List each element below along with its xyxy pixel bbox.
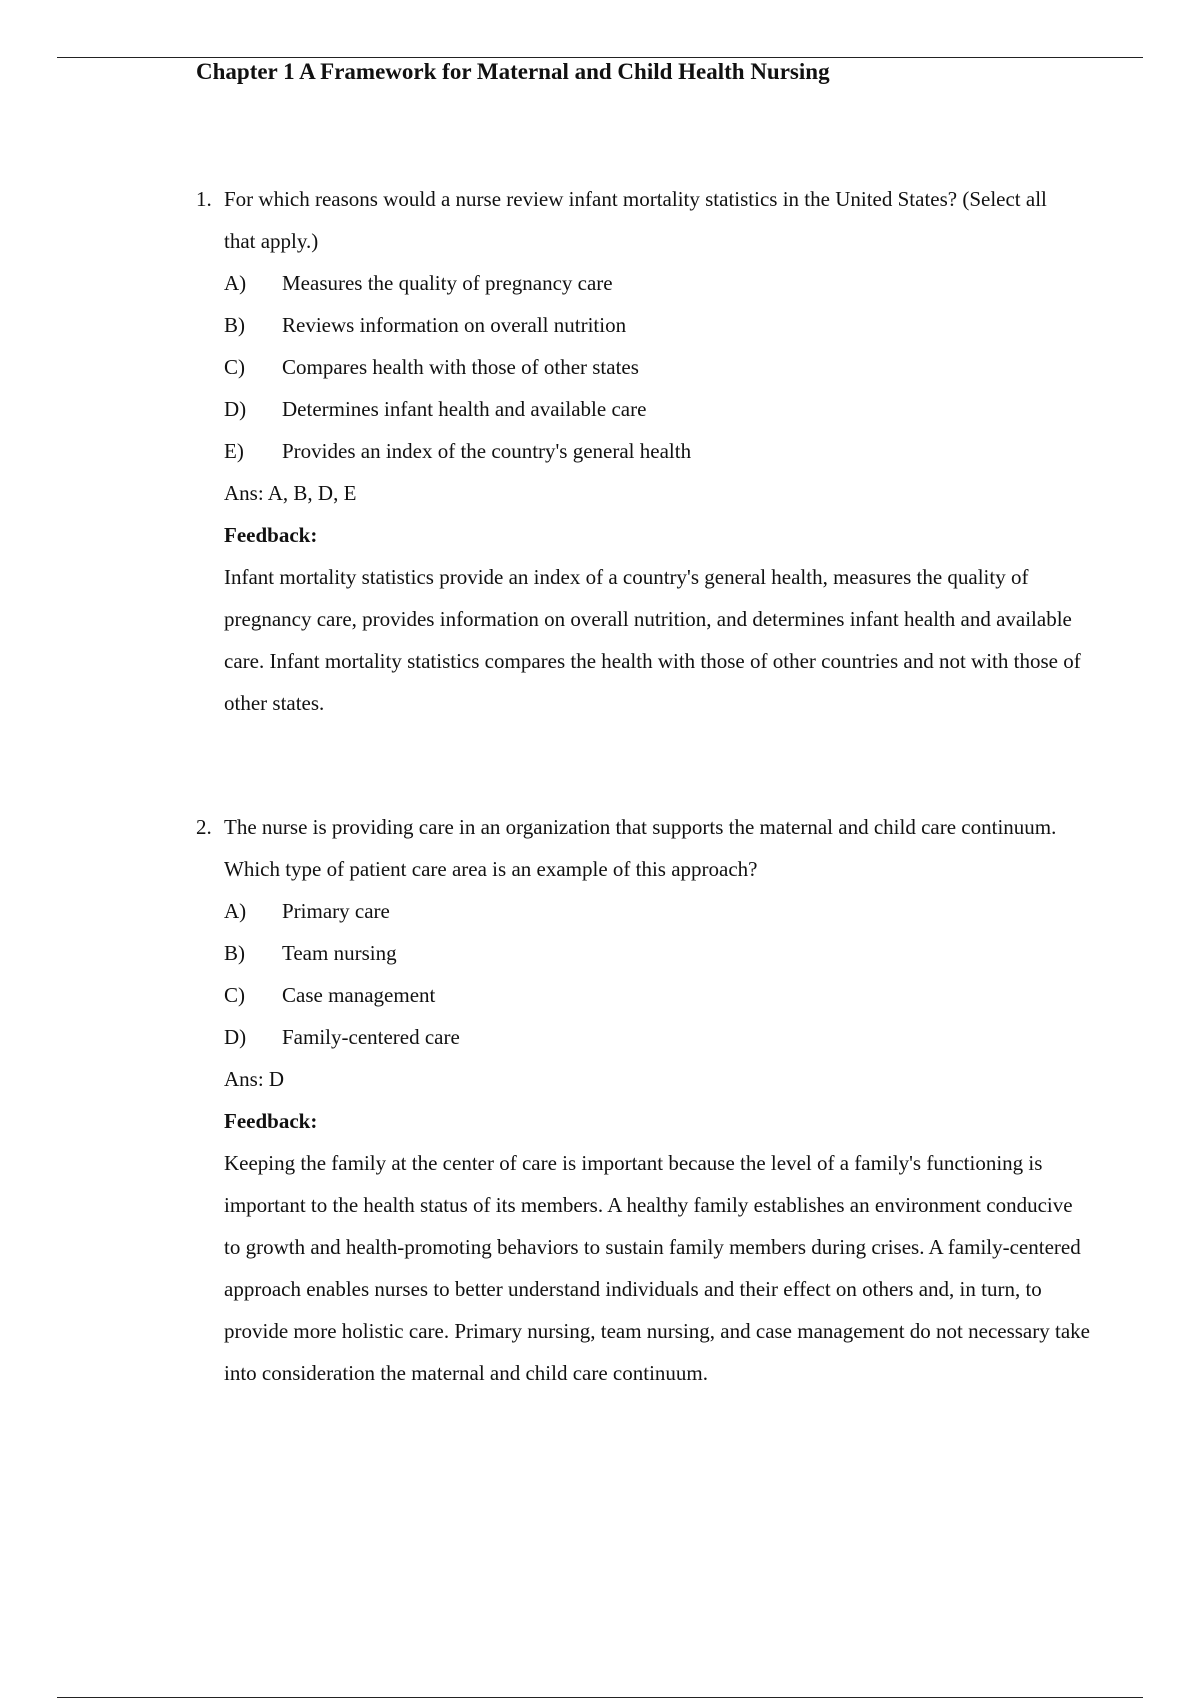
question-1 [196, 178, 1096, 724]
chapter-title: Chapter 1 A Framework for Maternal and Child Health Nursing [196, 59, 830, 84]
footer-rule [57, 1697, 1143, 1698]
option-letter: C) [224, 355, 245, 379]
question-number: 1. [196, 187, 212, 211]
answer-key: Ans: A, B, D, E [224, 481, 357, 505]
option-letter: E) [224, 439, 244, 463]
option-letter: B) [224, 313, 245, 337]
option-text: Provides an index of the country's general health [282, 439, 692, 463]
answer-key: Ans: D [224, 1067, 285, 1091]
answer-option [224, 346, 1096, 388]
option-text: Reviews information on overall nutrition [282, 313, 627, 337]
option-letter: B) [224, 941, 245, 965]
answer-option [224, 388, 1096, 430]
feedback-text: Keeping the family at the center of care is important because the level of a family's functioning is important to the health status of its members. A healthy family establishes an environment conducive to growth and health-promoting behaviors to sustain family members during crises. A family-centered approach enables nurses to better understand individuals and their effect on others and, in turn, to provide more holistic care. Primary nursing, team nursing, and case management do not necessary take into consideration the maternal and child care continuum. [224, 1151, 1090, 1385]
option-text: Compares health with those of other states [282, 355, 639, 379]
option-text: Primary care [282, 899, 390, 923]
feedback-label: Feedback: [224, 1109, 318, 1133]
answer-option [224, 262, 1096, 304]
option-text: Measures the quality of pregnancy care [282, 271, 613, 295]
option-letter: A) [224, 899, 247, 923]
option-text: Determines infant health and available care [282, 397, 647, 421]
question-stem: The nurse is providing care in an organization that supports the maternal and child care continuum. Which type of patient care area is an example of this approach? [224, 815, 1057, 881]
option-text: Family-centered care [282, 1025, 460, 1049]
option-letter: D) [224, 1025, 247, 1049]
question-2 [196, 806, 1096, 1394]
answer-option [224, 974, 1096, 1016]
answer-option [224, 932, 1096, 974]
question-stem: For which reasons would a nurse review infant mortality statistics in the United States? (Select all that apply.) [224, 187, 1047, 253]
option-text: Case management [282, 983, 436, 1007]
option-letter: A) [224, 271, 247, 295]
feedback-label: Feedback: [224, 523, 318, 547]
question-number: 2. [196, 815, 212, 839]
answer-option [224, 890, 1096, 932]
option-letter: C) [224, 983, 245, 1007]
option-text: Team nursing [282, 941, 397, 965]
answer-option [224, 430, 1096, 472]
feedback-text: Infant mortality statistics provide an index of a country's general health, measures the quality of pregnancy care, provides information on overall nutrition, and determines infant health and available care. Infant mortality statistics compares the health with those of other countries and not with those of other states. [224, 565, 1081, 715]
answer-option [224, 1016, 1096, 1058]
answer-option [224, 304, 1096, 346]
option-letter: D) [224, 397, 247, 421]
